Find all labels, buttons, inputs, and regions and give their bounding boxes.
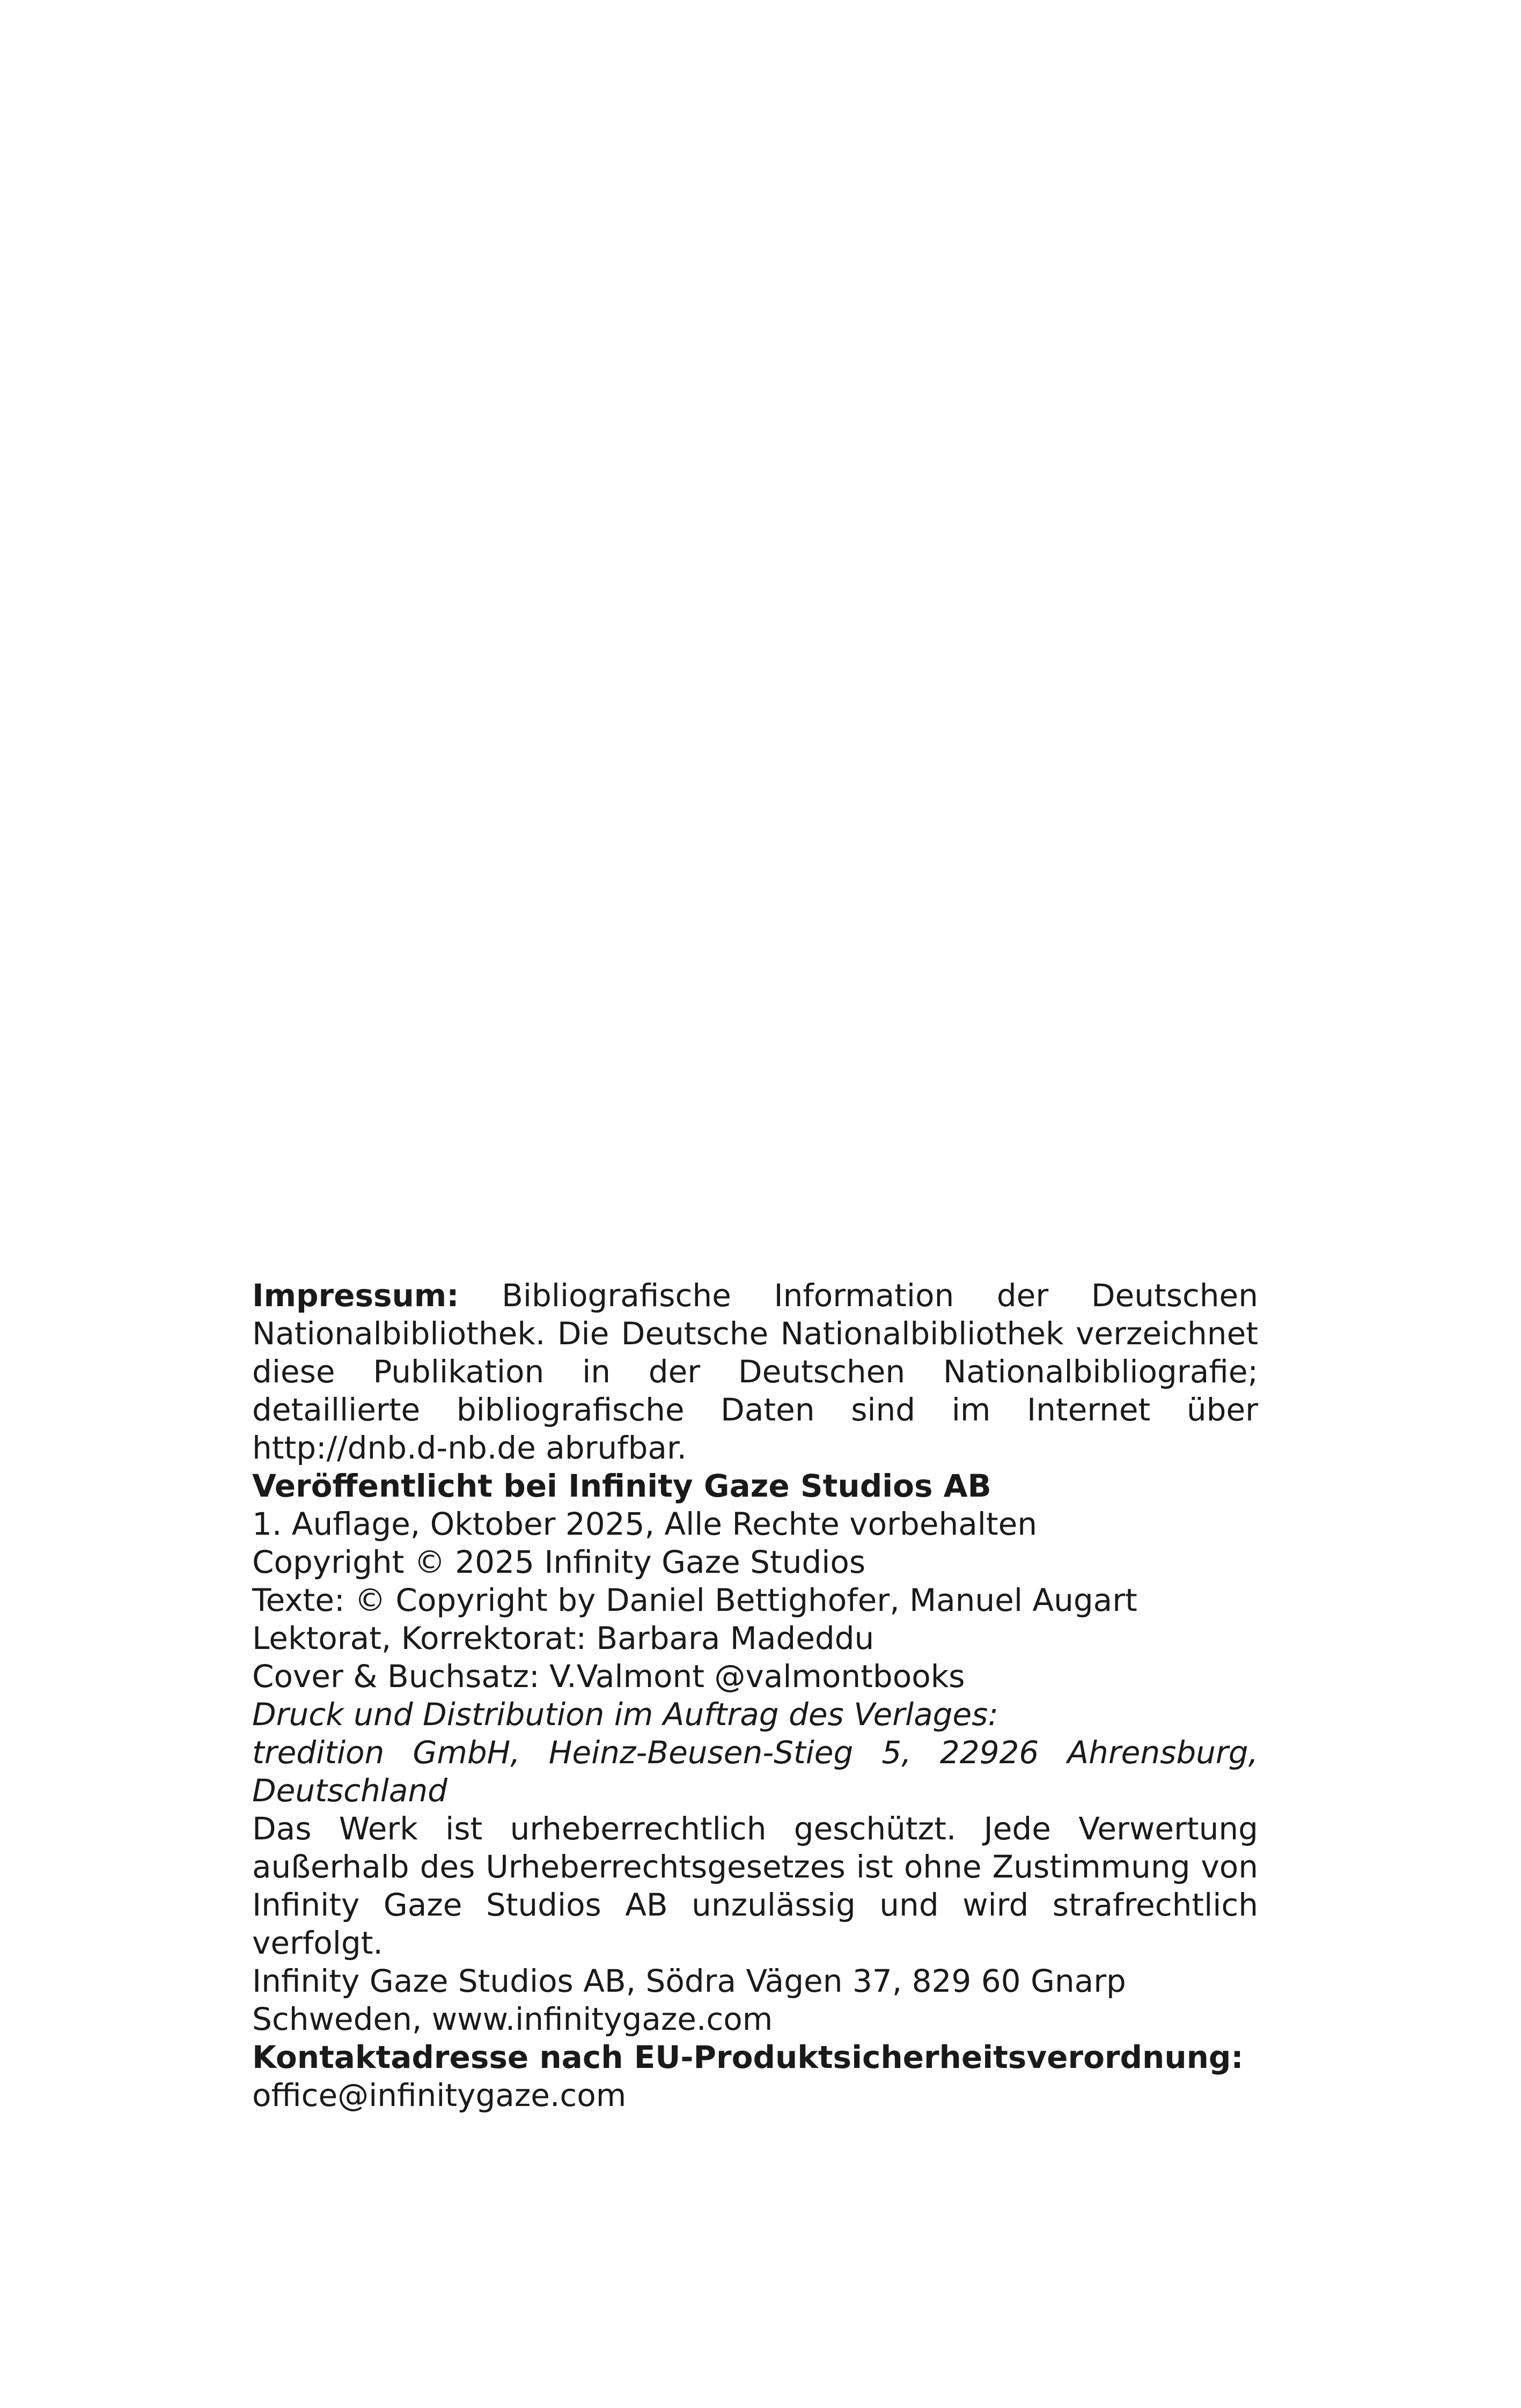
bibliographic-info [252,1277,1258,1467]
contact-heading: Kontaktadresse nach EU-Produktsicherheitsverordnung: [252,2039,1244,2075]
publisher-line: Veröffentlicht bei Infinity Gaze Studios AB [252,1468,991,1504]
editing-credit: Lektorat, Korrektorat: Barbara Madeddu [252,1620,875,1656]
publisher-address-line2: Schweden, www.infinitygaze.com [252,2001,773,2037]
copyright-line: Copyright © 2025 Infinity Gaze Studios [252,1544,866,1580]
print-heading: Druck und Distribution im Auftrag des Verlages: [252,1696,998,1733]
edition-line: 1. Auflage, Oktober 2025, Alle Rechte vorbehalten [252,1506,1038,1542]
rights-notice: Das Werk ist urheberrechtlich geschützt. Jede Verwertung außerhalb des Urheberrechtsgesetzes ist ohne Zustimmung von Infinity Gaze Studios AB unzulässig und wird strafrechtlich verfolgt. [252,1810,1258,1961]
contact-email: office@infinitygaze.com [252,2077,627,2114]
cover-credit: Cover & Buchsatz: V.Valmont @valmontbooks [252,1658,965,1695]
publisher-address-line1: Infinity Gaze Studios AB, Södra Vägen 37, 829 60 Gnarp [252,1963,1126,1999]
imprint-heading: Impressum: [252,1277,459,1314]
bibliographic-text: Bibliografische Information der Deutschen Nationalbibliothek. Die Deutsche Nationalbibliothek verzeichnet diese Publikation in der Deutschen Nationalbibliografie; detaillierte bibliografische Daten sind im Internet über http://dnb.d-nb.de abrufbar. [252,1277,1258,1466]
texts-credit: Texte: © Copyright by Daniel Bettighofer, Manuel Augart [252,1582,1137,1618]
print-address: tredition GmbH, Heinz-Beusen-Stieg 5, 22926 Ahrensburg, Deutschland [252,1734,1258,1809]
imprint-block [252,1277,1258,2115]
